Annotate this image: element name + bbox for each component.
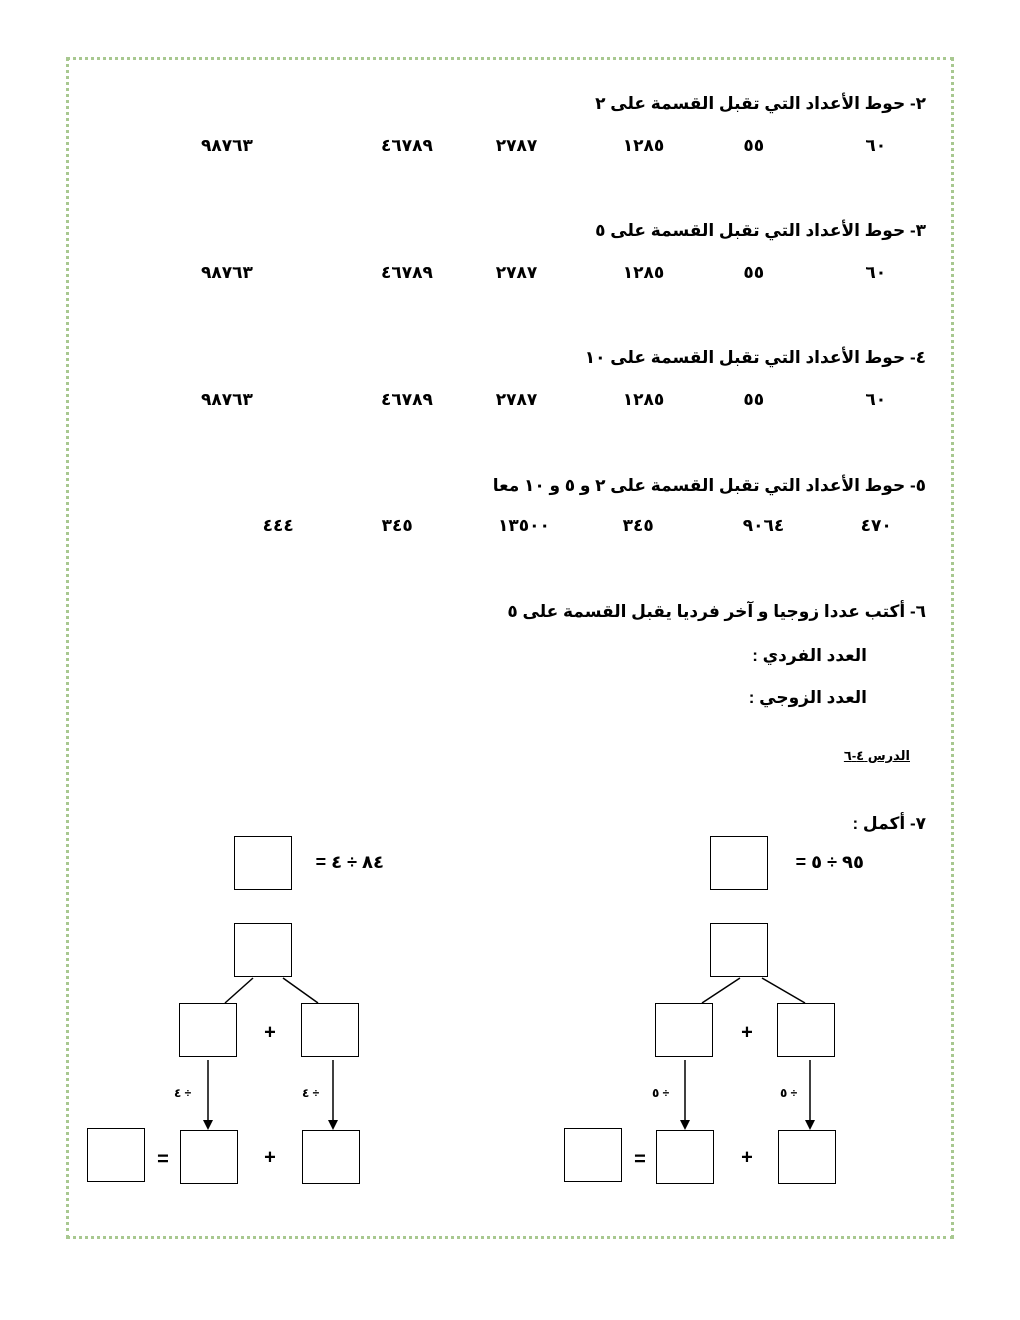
even-number-label: العدد الزوجي : xyxy=(748,688,867,707)
left-equation: ٨٤ ÷ ٤ = xyxy=(315,852,384,872)
q2-title: ٢- حوط الأعداد التي تقبل القسمة على ٢ xyxy=(595,94,926,113)
left-answer-box[interactable] xyxy=(234,836,292,890)
equals-sign: = xyxy=(157,1148,169,1171)
equals-sign: = xyxy=(634,1148,646,1171)
right-equation: ٩٥ ÷ ٥ = xyxy=(795,852,864,872)
left-split-box-2[interactable] xyxy=(301,1003,359,1057)
q4-number[interactable]: ٦٠ xyxy=(865,390,887,409)
tree-line xyxy=(702,978,740,1003)
arrow-head xyxy=(203,1120,213,1130)
left-divisor-label: ÷ ٤ xyxy=(302,1086,320,1100)
q3-number[interactable]: ٦٠ xyxy=(865,263,887,282)
q2-number[interactable]: ٥٥ xyxy=(743,136,765,155)
right-divisor-label: ÷ ٥ xyxy=(780,1086,798,1100)
right-divisor-label: ÷ ٥ xyxy=(652,1086,670,1100)
q4-number[interactable]: ٩٨٧٦٣ xyxy=(200,390,253,409)
left-result-box[interactable] xyxy=(87,1128,145,1182)
right-split-box-2[interactable] xyxy=(777,1003,835,1057)
q4-number[interactable]: ١٢٨٥ xyxy=(622,390,665,409)
left-divisor-label: ÷ ٤ xyxy=(174,1086,192,1100)
plus-sign: + xyxy=(741,1146,753,1169)
q6-title: ٦- أكتب عددا زوجيا و آخر فرديا يقبل القسمة على ٥ xyxy=(507,602,926,621)
q5-number[interactable]: ٣٤٥ xyxy=(381,516,413,535)
q3-title: ٣- حوط الأعداد التي تقبل القسمة على ٥ xyxy=(595,221,926,240)
q3-number[interactable]: ٩٨٧٦٣ xyxy=(200,263,253,282)
left-top-box[interactable] xyxy=(234,923,292,977)
q2-number[interactable]: ٢٧٨٧ xyxy=(495,136,538,155)
q4-number[interactable]: ٢٧٨٧ xyxy=(495,390,538,409)
left-split-box-1[interactable] xyxy=(179,1003,237,1057)
plus-sign: + xyxy=(264,1021,276,1044)
q4-title: ٤- حوط الأعداد التي تقبل القسمة على ١٠ xyxy=(584,348,926,367)
arrow-head xyxy=(805,1120,815,1130)
plus-sign: + xyxy=(741,1021,753,1044)
right-split-box-1[interactable] xyxy=(655,1003,713,1057)
q3-number[interactable]: ٥٥ xyxy=(743,263,765,282)
arrow-head xyxy=(680,1120,690,1130)
q2-number[interactable]: ١٢٨٥ xyxy=(622,136,665,155)
q3-number[interactable]: ٤٦٧٨٩ xyxy=(380,263,433,282)
odd-number-label: العدد الفردي : xyxy=(752,646,867,665)
q7-title: ٧- أكمل : xyxy=(852,814,926,833)
q5-number[interactable]: ١٣٥٠٠ xyxy=(497,516,550,535)
q5-number[interactable]: ٤٧٠ xyxy=(860,516,892,535)
q4-number[interactable]: ٥٥ xyxy=(743,390,765,409)
tree-line xyxy=(762,978,805,1003)
q5-number[interactable]: ٩٠٦٤ xyxy=(742,516,785,535)
tree-line xyxy=(225,978,253,1003)
right-result-box[interactable] xyxy=(564,1128,622,1182)
q2-number[interactable]: ٦٠ xyxy=(865,136,887,155)
right-answer-box[interactable] xyxy=(710,836,768,890)
q5-number[interactable]: ٣٤٥ xyxy=(622,516,654,535)
q4-number[interactable]: ٤٦٧٨٩ xyxy=(380,390,433,409)
q3-number[interactable]: ٢٧٨٧ xyxy=(495,263,538,282)
arrow-head xyxy=(328,1120,338,1130)
right-top-box[interactable] xyxy=(710,923,768,977)
left-quotient-box-1[interactable] xyxy=(180,1130,238,1184)
right-quotient-box-2[interactable] xyxy=(778,1130,836,1184)
left-quotient-box-2[interactable] xyxy=(302,1130,360,1184)
q5-number[interactable]: ٤٤٤ xyxy=(262,516,294,535)
lesson-label: الدرس ٤-٦ xyxy=(843,748,910,763)
q2-number[interactable]: ٩٨٧٦٣ xyxy=(200,136,253,155)
q3-number[interactable]: ١٢٨٥ xyxy=(622,263,665,282)
right-quotient-box-1[interactable] xyxy=(656,1130,714,1184)
q5-title: ٥- حوط الأعداد التي تقبل القسمة على ٢ و ٥ و ١٠ معا xyxy=(492,476,926,495)
q2-number[interactable]: ٤٦٧٨٩ xyxy=(380,136,433,155)
plus-sign: + xyxy=(264,1146,276,1169)
tree-line xyxy=(283,978,318,1003)
